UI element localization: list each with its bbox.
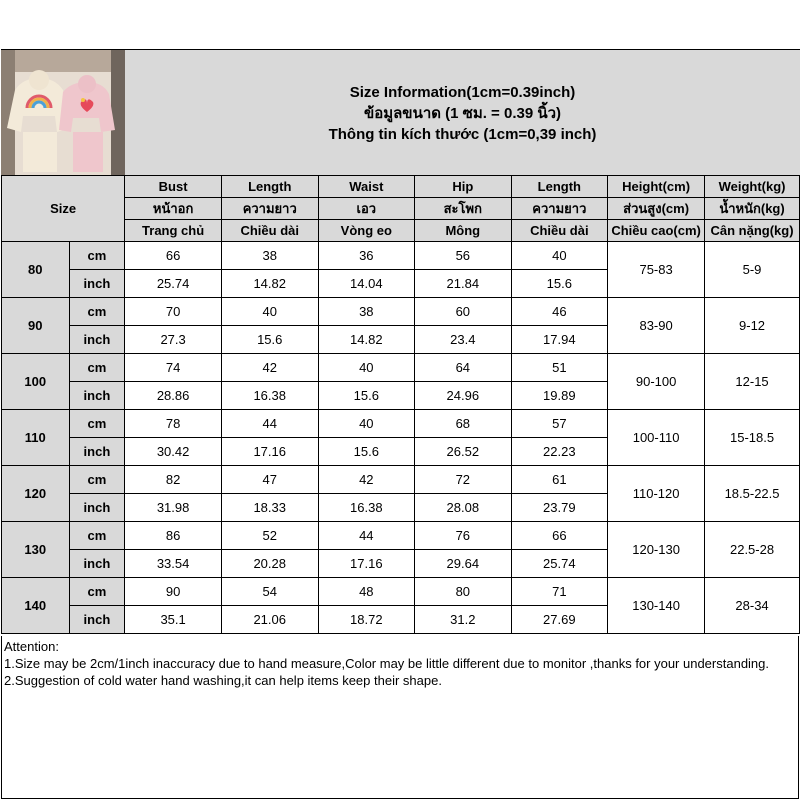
cell-cm: 60 — [415, 298, 511, 326]
cell-cm: 47 — [221, 466, 318, 494]
size-chart-table — [1, 175, 800, 634]
col-hip-th: สะโพก — [415, 198, 511, 220]
table-row — [2, 410, 800, 438]
cell-inch: 21.84 — [415, 270, 511, 298]
col-bust-vi: Trang chủ — [125, 220, 222, 242]
cell-cm: 56 — [415, 242, 511, 270]
cell-cm: 66 — [125, 242, 222, 270]
notes-line-1: 1.Size may be 2cm/1inch inaccuracy due to hand measure,Color may be little different due to monitor ,thanks for your understanding. — [4, 656, 770, 671]
cell-inch: 18.33 — [221, 494, 318, 522]
cell-cm: 64 — [415, 354, 511, 382]
unit-label-inch: inch — [69, 606, 125, 634]
cell-cm: 80 — [415, 578, 511, 606]
size-label: 80 — [2, 242, 70, 298]
col-pants-length-th: ความยาว — [511, 198, 608, 220]
cell-inch: 17.16 — [221, 438, 318, 466]
table-row — [2, 354, 800, 382]
weight-range: 5-9 — [705, 242, 800, 298]
cell-inch: 30.42 — [125, 438, 222, 466]
cell-cm: 44 — [318, 522, 415, 550]
cell-cm: 38 — [318, 298, 415, 326]
size-label: 130 — [2, 522, 70, 578]
cell-inch: 27.3 — [125, 326, 222, 354]
cell-inch: 15.6 — [221, 326, 318, 354]
unit-label-inch: inch — [69, 382, 125, 410]
unit-label-inch: inch — [69, 550, 125, 578]
cell-inch: 26.52 — [415, 438, 511, 466]
height-range: 130-140 — [608, 578, 705, 634]
cell-inch: 15.6 — [511, 270, 608, 298]
cell-inch: 25.74 — [511, 550, 608, 578]
cell-inch: 33.54 — [125, 550, 222, 578]
col-weight-th: น้ำหนัก(kg) — [705, 198, 800, 220]
product-photo-illustration — [1, 50, 125, 176]
cell-inch: 19.89 — [511, 382, 608, 410]
cell-cm: 86 — [125, 522, 222, 550]
unit-label-cm: cm — [69, 578, 125, 606]
attention-notes — [1, 636, 799, 799]
cell-inch: 14.82 — [221, 270, 318, 298]
cell-cm: 40 — [511, 242, 608, 270]
cell-cm: 76 — [415, 522, 511, 550]
height-range: 75-83 — [608, 242, 705, 298]
cell-inch: 25.74 — [125, 270, 222, 298]
cell-inch: 16.38 — [221, 382, 318, 410]
cell-cm: 38 — [221, 242, 318, 270]
unit-label-inch: inch — [69, 326, 125, 354]
col-length-en: Length — [221, 176, 318, 198]
cell-inch: 14.82 — [318, 326, 415, 354]
cell-cm: 70 — [125, 298, 222, 326]
cell-cm: 52 — [221, 522, 318, 550]
cell-cm: 40 — [318, 354, 415, 382]
cell-inch: 23.4 — [415, 326, 511, 354]
col-length-th: ความยาว — [221, 198, 318, 220]
unit-label-cm: cm — [69, 466, 125, 494]
cell-inch: 22.23 — [511, 438, 608, 466]
cell-inch: 24.96 — [415, 382, 511, 410]
weight-range: 15-18.5 — [705, 410, 800, 466]
col-waist-th: เอว — [318, 198, 415, 220]
cell-inch: 28.86 — [125, 382, 222, 410]
cell-cm: 51 — [511, 354, 608, 382]
cell-inch: 23.79 — [511, 494, 608, 522]
col-bust-en: Bust — [125, 176, 222, 198]
weight-range: 22.5-28 — [705, 522, 800, 578]
table-row — [2, 298, 800, 326]
cell-cm: 71 — [511, 578, 608, 606]
unit-label-cm: cm — [69, 242, 125, 270]
height-range: 110-120 — [608, 466, 705, 522]
cell-inch: 27.69 — [511, 606, 608, 634]
cell-cm: 54 — [221, 578, 318, 606]
cell-cm: 46 — [511, 298, 608, 326]
col-weight-en: Weight(kg) — [705, 176, 800, 198]
size-info-header — [125, 50, 800, 176]
height-range: 83-90 — [608, 298, 705, 354]
header-title-english: Size Information(1cm=0.39inch) — [349, 83, 576, 101]
size-label: 100 — [2, 354, 70, 410]
col-length-vi: Chiều dài — [221, 220, 318, 242]
weight-range: 18.5-22.5 — [705, 466, 800, 522]
unit-label-inch: inch — [69, 438, 125, 466]
col-height-en: Height(cm) — [608, 176, 705, 198]
col-waist-vi: Vòng eo — [318, 220, 415, 242]
weight-range: 9-12 — [705, 298, 800, 354]
header-title-thai: ข้อมูลขนาด (1 ซม. = 0.39 นิ้ว) — [363, 104, 562, 122]
table-row — [2, 242, 800, 270]
cell-inch: 28.08 — [415, 494, 511, 522]
col-weight-vi: Cân nặng(kg) — [705, 220, 800, 242]
cell-inch: 17.94 — [511, 326, 608, 354]
cell-inch: 18.72 — [318, 606, 415, 634]
table-row — [2, 522, 800, 550]
table-row — [2, 578, 800, 606]
size-label: 140 — [2, 578, 70, 634]
cell-cm: 42 — [318, 466, 415, 494]
unit-label-cm: cm — [69, 298, 125, 326]
unit-label-inch: inch — [69, 270, 125, 298]
cell-cm: 44 — [221, 410, 318, 438]
column-header-row-english — [2, 176, 800, 198]
cell-cm: 72 — [415, 466, 511, 494]
cell-inch: 20.28 — [221, 550, 318, 578]
height-range: 120-130 — [608, 522, 705, 578]
product-photo — [1, 50, 126, 176]
cell-cm: 48 — [318, 578, 415, 606]
header-title-vietnamese: Thông tin kích thước (1cm=0,39 inch) — [328, 125, 597, 143]
col-height-vi: Chiều cao(cm) — [608, 220, 705, 242]
col-pants-length-en: Length — [511, 176, 608, 198]
weight-range: 28-34 — [705, 578, 800, 634]
notes-line-2: 2.Suggestion of cold water hand washing,it can help items keep their shape. — [4, 673, 442, 688]
cell-cm: 57 — [511, 410, 608, 438]
size-column-header: Size — [2, 176, 125, 242]
col-pants-length-vi: Chiều dài — [511, 220, 608, 242]
cell-inch: 31.2 — [415, 606, 511, 634]
cell-cm: 40 — [221, 298, 318, 326]
height-range: 100-110 — [608, 410, 705, 466]
cell-cm: 90 — [125, 578, 222, 606]
cell-inch: 15.6 — [318, 438, 415, 466]
cell-cm: 82 — [125, 466, 222, 494]
cell-inch: 15.6 — [318, 382, 415, 410]
cell-cm: 68 — [415, 410, 511, 438]
size-label: 110 — [2, 410, 70, 466]
notes-title: Attention: — [4, 639, 59, 654]
cell-inch: 21.06 — [221, 606, 318, 634]
col-bust-th: หน้าอก — [125, 198, 222, 220]
cell-cm: 36 — [318, 242, 415, 270]
unit-label-cm: cm — [69, 522, 125, 550]
cell-cm: 74 — [125, 354, 222, 382]
weight-range: 12-15 — [705, 354, 800, 410]
table-row — [2, 466, 800, 494]
col-hip-vi: Mông — [415, 220, 511, 242]
size-label: 120 — [2, 466, 70, 522]
col-hip-en: Hip — [415, 176, 511, 198]
size-label: 90 — [2, 298, 70, 354]
cell-cm: 61 — [511, 466, 608, 494]
cell-inch: 17.16 — [318, 550, 415, 578]
unit-label-inch: inch — [69, 494, 125, 522]
cell-inch: 35.1 — [125, 606, 222, 634]
cell-cm: 78 — [125, 410, 222, 438]
cell-inch: 14.04 — [318, 270, 415, 298]
cell-inch: 29.64 — [415, 550, 511, 578]
cell-cm: 40 — [318, 410, 415, 438]
unit-label-cm: cm — [69, 354, 125, 382]
height-range: 90-100 — [608, 354, 705, 410]
col-height-th: ส่วนสูง(cm) — [608, 198, 705, 220]
cell-cm: 42 — [221, 354, 318, 382]
unit-label-cm: cm — [69, 410, 125, 438]
cell-cm: 66 — [511, 522, 608, 550]
cell-inch: 31.98 — [125, 494, 222, 522]
cell-inch: 16.38 — [318, 494, 415, 522]
col-waist-en: Waist — [318, 176, 415, 198]
